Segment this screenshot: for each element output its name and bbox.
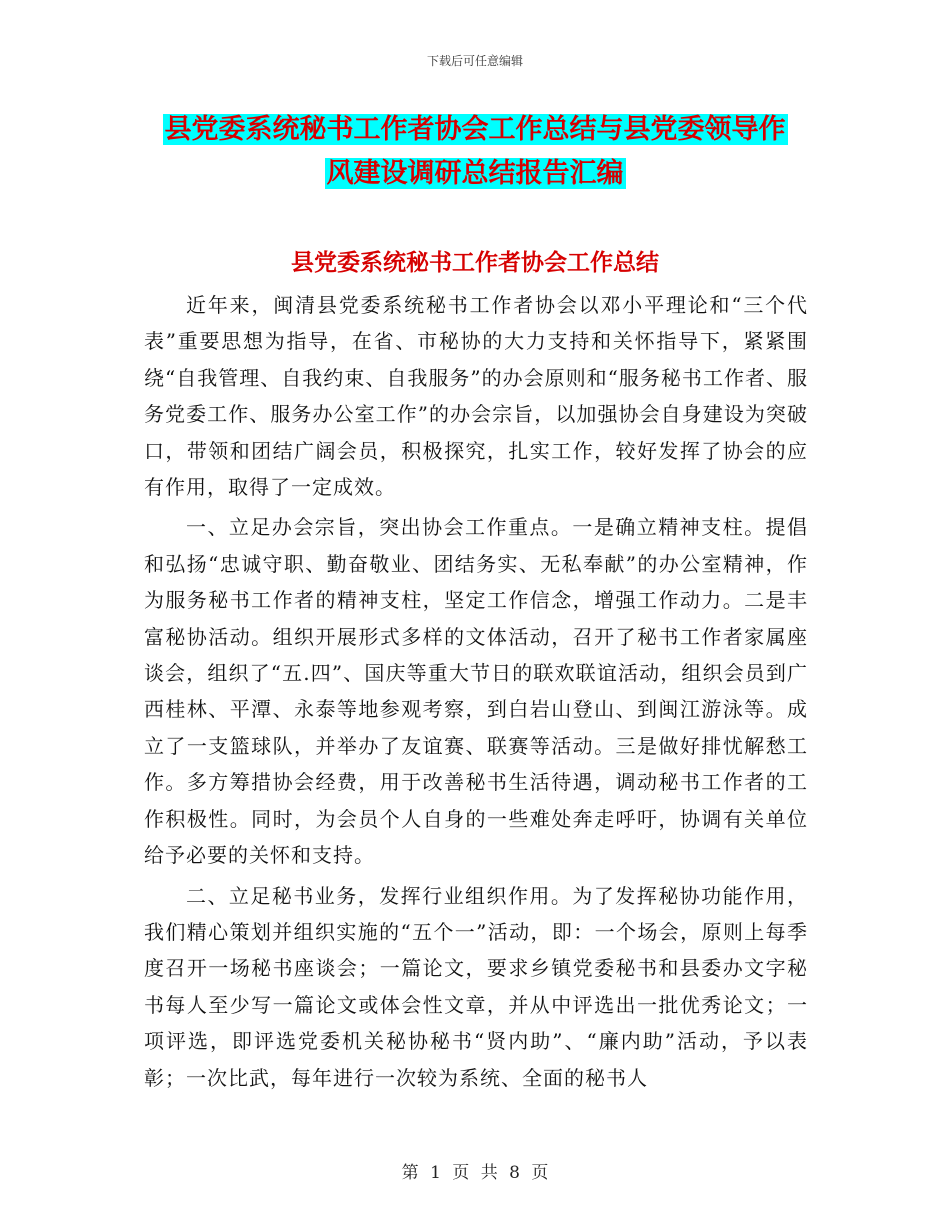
paragraph-2: 一、立足办会宗旨，突出协会工作重点。一是确立精神支柱。提倡和弘扬“忠诚守职、勤奋敬业、团结务实、无私奉献”的办公室精神，作为服务秘书工作者的精神支柱，坚定工作信念，增强工作动力。二是丰富秘协活动。组织开展形式多样的文体活动，召开了秘书工作者家属座谈会，组织了“五.四”、国庆等重大节日的联欢联谊活动，组织会员到广西桂林、平潭、永泰等地参观考察，到白岩山登山、到闽江游泳等。成立了一支篮球队，并举办了友谊赛、联赛等活动。三是做好排忧解愁工作。多方筹措协会经费，用于改善秘书生活待遇，调动秘书工作者的工作积极性。同时，为会员个人自身的一些难处奔走呼吁，协调有关单位给予必要的关怀和支持。 (144, 515, 808, 868)
page-number-footer: 第 1 页 共 8 页 (401, 1163, 549, 1183)
document-body (144, 287, 808, 1100)
document-title-highlight-1: 县党委系统秘书工作者协会工作总结与县党委领导作 (164, 114, 786, 145)
page-header-note: 下载后可任意编辑 (426, 54, 523, 68)
document-title-highlight-2: 风建设调研总结报告汇编 (326, 158, 624, 189)
document-title-line-2 (0, 152, 950, 196)
paragraph-3: 二、立足秘书业务，发挥行业组织作用。为了发挥秘协功能作用，我们精心策划并组织实施的“五个一”活动，即：一个场会，原则上每季度召开一场秘书座谈会；一篇论文，要求乡镇党委秘书和县委办文字秘书每人至少写一篇论文或体会性文章，并从中评选出一批优秀论文；一项评选，即评选党委机关秘协秘书“贤内助”、“廉内助”活动，予以表彰；一次比武，每年进行一次较为系统、全面的秘书人 (144, 883, 808, 1090)
paragraph-1: 近年来，闽清县党委系统秘书工作者协会以邓小平理论和“三个代表”重要思想为指导，在省、市秘协的大力支持和关怀指导下，紧紧围绕“自我管理、自我约束、自我服务”的办会原则和“服务秘书工作者、服务党委工作、服务办公室工作”的办会宗旨，以加强协会自身建设为突破口，带领和团结广阔会员，积极探究，扎实工作，较好发挥了协会的应有作用，取得了一定成效。 (144, 293, 808, 500)
document-title-line-1 (0, 108, 950, 152)
section-title: 县党委系统秘书工作者协会工作总结 (291, 250, 659, 276)
